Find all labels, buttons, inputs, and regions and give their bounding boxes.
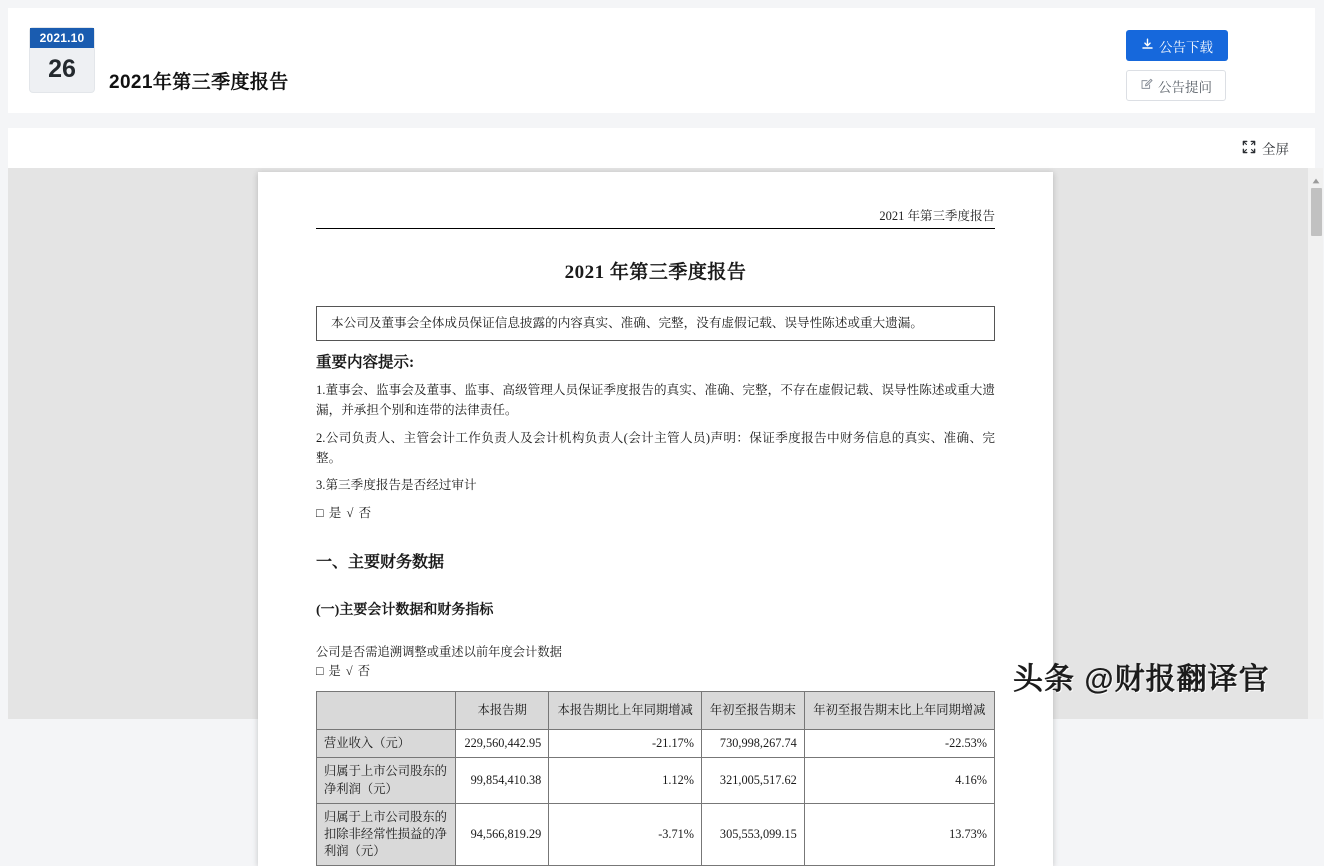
table-header-cell: 年初至报告期末 — [702, 692, 805, 730]
row-value: 94,566,819.29 — [455, 803, 548, 866]
ask-question-button[interactable] — [1126, 70, 1226, 101]
row-label: 营业收入（元） — [317, 730, 456, 758]
document-title: 2021 年第三季度报告 — [564, 262, 747, 283]
section-heading-financial-data: 一、主要财务数据 — [316, 553, 445, 571]
row-value: 229,560,442.95 — [455, 730, 548, 758]
date-badge-month: 2021.10 — [30, 28, 94, 48]
notice-item: 1.董事会、监事会及董事、监事、高级管理人员保证季度报告的真实、准确、完整，不存在虚假记载、误导性陈述或重大遗漏，并承担个别和连带的法律责任。 — [316, 382, 995, 418]
fullscreen-label: 全屏 — [1262, 142, 1289, 157]
edit-icon — [1140, 78, 1153, 94]
download-button-label: 公告下载 — [1159, 39, 1213, 55]
row-label: 归属于上市公司股东的净利润（元） — [317, 758, 456, 803]
download-icon — [1141, 38, 1154, 54]
row-value: 321,005,517.62 — [702, 758, 805, 803]
scrollbar-thumb[interactable] — [1311, 188, 1322, 236]
table-row — [317, 803, 995, 866]
row-value: 4.16% — [804, 758, 994, 803]
table-header-cell: 年初至报告期末比上年同期增减 — [804, 692, 994, 730]
viewer-toolbar — [8, 128, 1315, 168]
disclosure-notice-box: 本公司及董事会全体成员保证信息披露的内容真实、准确、完整，没有虚假记载、误导性陈述或重大遗漏。 — [316, 306, 995, 341]
fullscreen-icon — [1242, 140, 1256, 157]
row-value: 99,854,410.38 — [455, 758, 548, 803]
row-value: 13.73% — [804, 803, 994, 866]
table-header-cell: 本报告期比上年同期增减 — [549, 692, 702, 730]
row-label: 归属于上市公司股东的扣除非经常性损益的净利润（元） — [317, 803, 456, 866]
fullscreen-button[interactable] — [1242, 138, 1289, 158]
table-header-row — [317, 692, 995, 730]
financial-data-table — [316, 691, 995, 866]
row-value: 1.12% — [549, 758, 702, 803]
date-badge — [30, 28, 94, 92]
subsection-heading-accounting-data: (一)主要会计数据和财务指标 — [316, 602, 494, 618]
ask-button-label: 公告提问 — [1158, 79, 1212, 95]
table-header-cell — [317, 692, 456, 730]
scroll-up-icon[interactable] — [1308, 174, 1324, 188]
running-header: 2021 年第三季度报告 — [879, 209, 995, 223]
announcement-header — [8, 8, 1315, 113]
date-badge-day: 26 — [48, 55, 76, 83]
document-viewer[interactable] — [8, 168, 1315, 859]
viewer-scrollbar[interactable] — [1307, 168, 1323, 719]
audit-checkbox-line: □ 是 √ 否 — [316, 505, 373, 520]
restatement-question: 公司是否需追溯调整或重述以前年度会计数据 — [316, 644, 562, 659]
document-page — [258, 172, 1053, 866]
important-notice-heading: 重要内容提示: — [316, 353, 415, 371]
row-value: -3.71% — [549, 803, 702, 866]
header-rule — [316, 228, 995, 229]
table-row — [317, 758, 995, 803]
row-value: -21.17% — [549, 730, 702, 758]
row-value: 730,998,267.74 — [702, 730, 805, 758]
row-value: 305,553,099.15 — [702, 803, 805, 866]
row-value: -22.53% — [804, 730, 994, 758]
notice-item: 3.第三季度报告是否经过审计 — [316, 478, 477, 493]
table-header-cell: 本报告期 — [455, 692, 548, 730]
watermark: 头条 @财报翻译官 — [1013, 663, 1270, 696]
download-announcement-button[interactable] — [1126, 30, 1228, 61]
restatement-checkbox-line: □ 是 √ 否 — [316, 663, 371, 678]
notice-item: 2.公司负责人、主管会计工作负责人及会计机构负责人(会计主管人员)声明：保证季度报告中财务信息的真实、准确、完整。 — [316, 430, 995, 466]
table-row — [317, 730, 995, 758]
page-title: 2021年第三季度报告 — [109, 72, 289, 93]
